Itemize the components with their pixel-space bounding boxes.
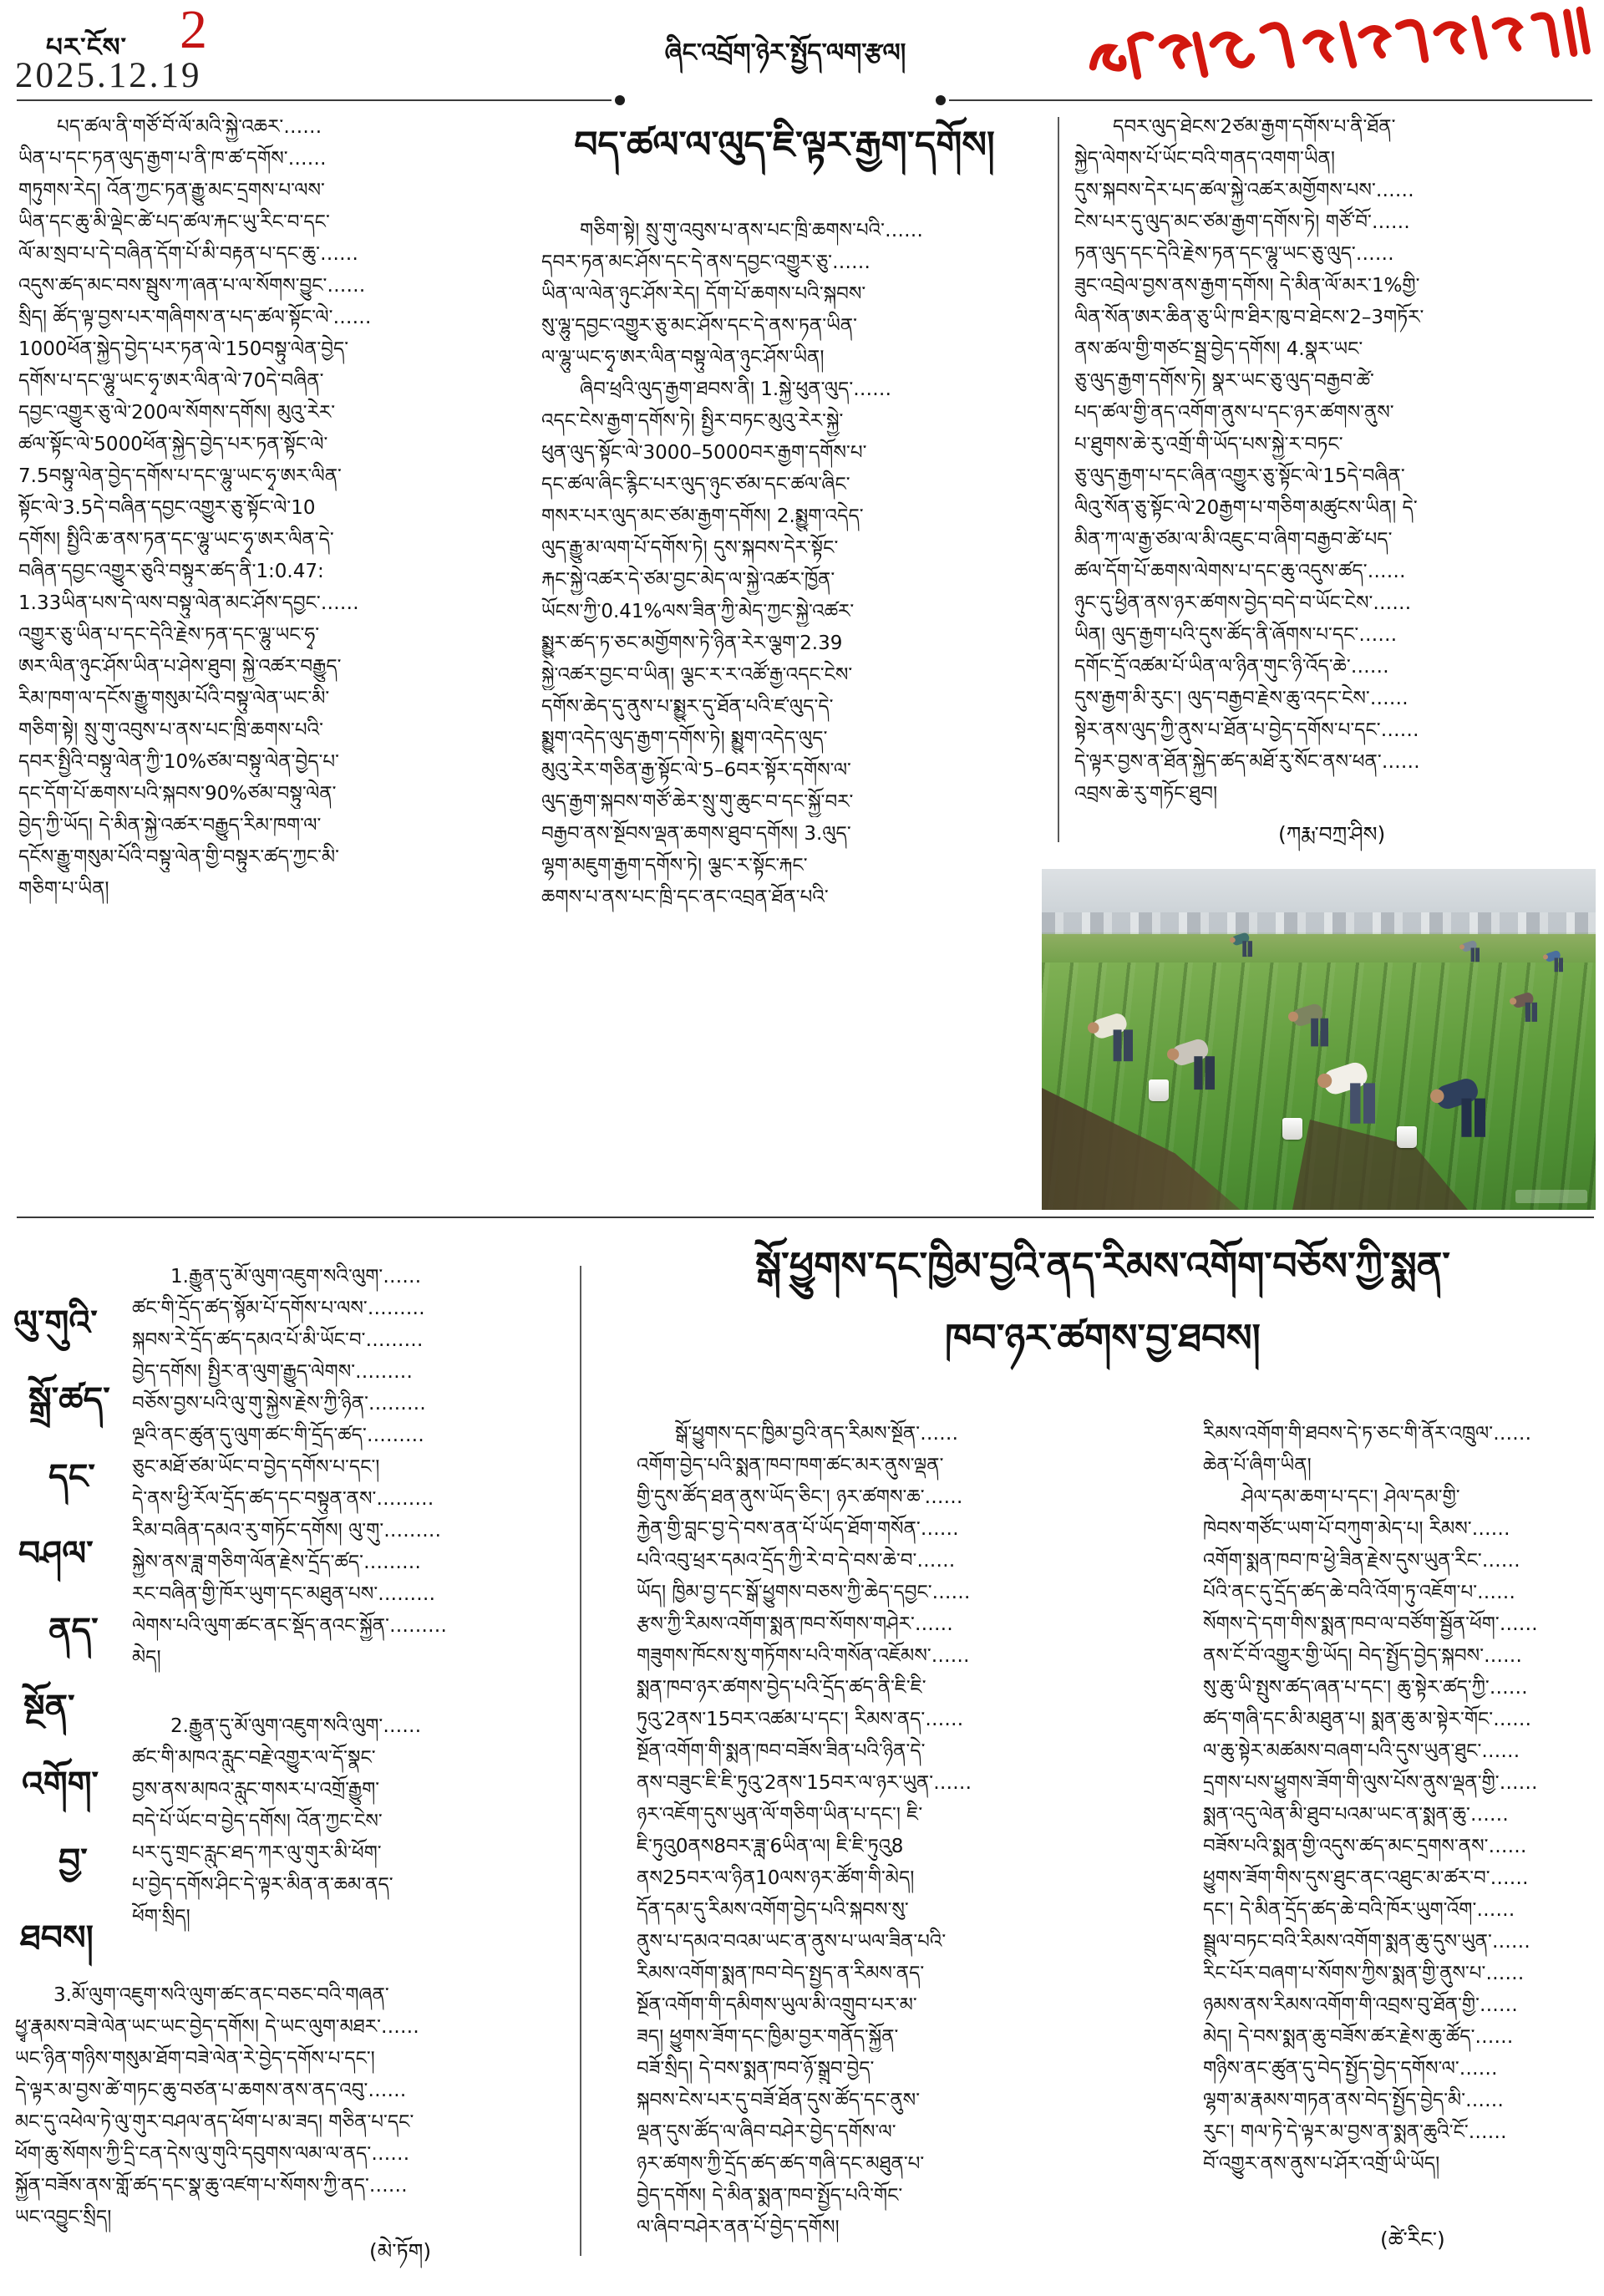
text-line: ཅུ་ལུད་རྒྱག་པ་དང་ཞིན་འགྱུར་ཅུ་སྟོང་ལེ་15དེ་བཞིན་ [1074,465,1405,487]
text-line: ཡང་ཉིན་གཉིས་གསུམ་ཐོག་བཟེ་ལེན་རེ་བྱེད་དགོས་པ་དང་། [15,2048,375,2070]
text-line: དང་ [48,1456,96,1496]
text-line: ཚང་གི་དྲོད་ཚད་སྙོམ་པོ་དགོས་པ་ལས་……… [132,1298,425,1319]
text-line: པད་ཚལ་གྱི་ནད་འགོག་ནུས་པ་དང་ཉར་ཚགས་ནུས་ [1074,402,1394,424]
bottom-right-signature: (ཚེ་རིང་) [1380,2227,1445,2252]
text-line: སུ་ཆུ་ཡི་སྤུས་ཚད་ཞན་པ་དང་། ཆུ་སྟེར་ཚད་ཀྱི་…… [1203,1677,1528,1699]
text-line: ཡོངས་ཀྱི་0.41%ལས་ཟིན་ཀྱི་མེད་ཀྱང་སྐྱེ་འཚར་ [541,601,855,622]
text-line: དོན་དམ་དུ་རིམས་འགོག་བྱེད་པའི་སྐབས་སུ་ [637,1899,909,1921]
text-line: ནས་བཟུང་ཇི་ཇི་ཏུའུ་2ནས་15བར་ལ་ཉར་ཡུན་…… [637,1772,972,1794]
field-photo [1042,869,1596,1210]
text-line: སྐབས་ངེས་པར་དུ་བཟོ་ཐོན་དུས་ཚོད་དང་ནུས་ [637,2090,921,2111]
text-line: བྱ་ [58,1841,88,1881]
text-line: ཤེལ་དམ་ཆག་པ་དང་། ཤེལ་དམ་གྱི་ [1203,1486,1460,1508]
text-line: སྟོང་ལེ་3.5དེ་བཞིན་དབྱང་འགྱུར་ཅུ་སྟོང་ལེ་10 [18,497,316,519]
text-line: དུས་སྐབས་དེར་པད་ཚལ་སྐྱེ་འཚར་མགྱོགས་པས་…… [1074,180,1414,201]
text-line: ཆེན་པོ་ཞིག་ཡིན། [1203,1455,1312,1476]
photo-bucket [1282,1118,1302,1140]
text-line: བཅོས་བྱས་པའི་ལུ་གུ་སྐྱེས་རྗེས་ཀྱི་ཉིན་……… [132,1393,426,1415]
text-line: ལ་ལྷུ་ཡང་ཧྭ་ཨར་ལིན་བསྟུ་ལེན་ཉུང་ཤོས་ཡིན། [541,347,825,368]
text-line: ཉུང་དུ་ཕྱིན་ནས་ཉར་ཚགས་བྱེད་བདེ་བ་ཡོང་ངེས་…… [1074,592,1412,614]
text-line: སྐྱེས་ནས་ཟླ་གཅིག་ལོན་རྗེས་དྲོད་ཚད་……… [132,1552,421,1573]
photo-bucket [1397,1126,1417,1148]
text-line: རྩས་ཀྱི་རིམས་འགོག་སྨན་ཁབ་སོགས་གཤེར་…… [637,1613,953,1635]
text-line: 1000ཕོན་སྐྱེད་བྱེད་པར་ཏན་ལེ་150བསྟུ་ལེན་བྱེད་ [18,338,349,360]
text-line: འགོག་བྱེད་པའི་སྨན་ཁབ་ཁག་ཚང་མར་ནུས་ལྡན་ [637,1455,944,1476]
text-line: སྦྲུལ་བཏང་བའི་རིམས་འགོག་སྨན་ཆུ་དུས་ཡུན་…… [1203,1931,1530,1953]
bottom-right-title-line1: སྒོ་ཕྱུགས་དང་ཁྱིམ་བྱའི་ནད་རིམས་འགོག་བཅོས་ཀྱི་སྨན་ [755,1243,1450,1288]
photo-watermark [1515,1190,1587,1203]
text-line: ལིན་སོན་ཨར་ཆིན་ཅུ་ཡི་ཁ་ཐིར་ཁུ་བ་ཐེངས་2–3གཏོར་ [1074,307,1424,328]
text-line: འགོག་ [22,1764,99,1804]
photo-worker [1088,1003,1133,1063]
text-line: ཁེབས་གཙོང་ཡག་པོ་བཀུག་མེད་པ། རིམས་…… [1203,1518,1510,1540]
bottom-left-paragraph-1 [132,1260,568,1673]
text-line: མང་དུ་འཕེལ་ཏེ་ལུ་གུར་བཤལ་ནད་ཕོག་པ་མ་ཟད། གཅིན་པ་དང་ [15,2111,414,2133]
text-line: 1.རྒྱུན་དུ་མོ་ལུག་འཇུག་སའི་ལུག་…… [132,1266,422,1288]
text-line: བཤལ་ [18,1533,94,1573]
text-line: ཚང་གི་མཁའ་རླུང་བརྗེ་འགྱུར་ལ་དོ་སྣང་ [132,1747,376,1769]
text-line: ཟུང་འབྲེལ་བྱས་ནས་རྒྱག་དགོས། དེ་མིན་ལོ་མར་1%གྱི་ [1074,275,1420,297]
text-line: ཚལ་སྟོང་ལེ་5000ཕོན་སྐྱེད་བྱེད་པར་ཏན་སྟོང་ལེ་ [18,434,328,455]
text-line: ཕྱྭ་རྣམས་བཟེ་ལེན་ཡང་ཡང་བྱེད་དགོས། དེ་ཡང་ལུག་མཐར་…… [15,2016,419,2038]
text-line: སྨྱུར་ཚད་ཏ་ཅང་མགྱོགས་ཏེ་ཉིན་རེར་ལྕག་2.39 [541,632,843,654]
text-line: རྐང་སྐྱེ་འཚར་དེ་ཙམ་བྱང་མེད་ལ་སྐྱེ་འཚར་ཁྱོན་ [541,569,835,591]
text-line: ཆགས་པ་ནས་པང་ཁྲི་དང་ནང་འབྲན་ཐོན་པའི་ [541,886,829,908]
text-line: བྱེད་དགོས། དེ་མིན་སྨན་ཁབ་སྤྱོད་པའི་གོང་ [637,2185,903,2207]
text-line: ལ་ཞིབ་བཤེར་ནན་པོ་བྱེད་དགོས། [637,2217,840,2238]
text-line: ཕྱུགས་ཟོག་གིས་དུས་ཐུང་ནང་འཐུང་མ་ཚར་བ་…… [1203,1867,1529,1889]
bottom-right-column-2 [1203,1417,1596,2179]
text-line: 1.33ཡིན་པས་དེ་ལས་བསྟུ་ལེན་མང་ཤོས་དབྱང་…… [18,592,359,614]
bottom-left-paragraph-3-wide [15,1979,573,2233]
text-line: བདེ་པོ་ཡོང་བ་བྱེད་དགོས། འོན་ཀྱང་ངེས་ [132,1811,383,1832]
text-line: སྐྱེད་ལེགས་པོ་ཡོང་བའི་གནད་འགག་ཡིན། [1074,148,1335,170]
photo-worker [1543,946,1563,973]
text-line: ཇི་ཏུའུ0ནས8བར་ཟླ་6ཡིན་ལ། ཇི་ཇི་ཏུའུ8 [637,1836,904,1857]
header-rule-right [949,99,1592,101]
text-line: བཟོ་སྲིད། དེ་བས་སྨན་ཁབ་ཉོ་སྒྲུབ་བྱེད་ [637,2058,875,2080]
text-line: ཞིབ་ཕྲའི་ལུད་རྒྱག་ཐབས་ནི། 1.སྐྱེ་ཕུན་ལུད་…… [541,378,892,400]
column-rule-top [1058,117,1059,842]
text-line: དེ་ལྟར་བྱས་ན་ཐོན་སྐྱེད་ཚད་མཐོ་རུ་སོང་ནས་ཕན་…… [1074,751,1420,773]
text-line: རུང་། གལ་ཏེ་དེ་ལྟར་མ་བྱས་ན་སྨན་ཆུའི་ངོ་…… [1203,2121,1507,2143]
section-divider [17,1217,1594,1218]
bottom-left-vertical-title [10,1293,127,1985]
header-rule-left [17,99,612,101]
text-line: ཅུ་ལུད་རྒྱག་དགོས་ཏེ། སྣར་ཡང་ཅུ་ལུད་བརྒྱབ་ཚེ་ [1074,370,1374,392]
text-line: པ་བྱེད་དགོས་ཤིང་དེ་ལྟར་མིན་ན་ཆམ་ནད་ [132,1874,393,1896]
text-line: དང་དོག་པོ་ཆགས་པའི་སྐབས་90%ཙམ་བསྟུ་ལེན་ [18,783,337,805]
text-line: གཉིས་ནང་ཚུན་དུ་བེད་སྤྱོད་བྱེད་དགོས་ལ་…… [1203,2058,1498,2080]
text-line: མེད། [132,1647,161,1669]
bottom-right-title-line2: ཁབ་ཉར་ཚགས་བྱ་ཐབས། [945,1315,1261,1360]
text-line: རིང་པོར་བཞག་པ་སོགས་ཀྱིས་སྨན་གྱི་ནུས་པ་…… [1203,1963,1525,1984]
text-line: གཏུགས་རེད། འོན་ཀྱང་ཏན་རྒྱུ་མང་དྲགས་པ་ལས་ [18,180,325,201]
text-line: ལེགས་པའི་ལུག་ཚང་ནང་སྡོད་ནའང་སྐྱོན་……… [132,1615,447,1637]
text-line: སྐབས་རེ་དྲོད་ཚད་དམའ་པོ་མི་ཡོང་བ་……… [132,1329,424,1351]
page-number: 2 [180,0,207,60]
text-line: རིམ་ཁག་ལ་དངོས་རྒྱུ་གསུམ་པོའི་བསྟུ་ལེན་ཡང་མི་ [18,688,330,709]
text-line: 7.5བསྟུ་ལེན་བྱེད་དགོས་པ་དང་ལྷུ་ཡང་ཧྭ་ཨར་ལིན་ [18,465,342,487]
text-line: འབྲས་ཆེ་རུ་གཏོང་ཐུབ། [1074,783,1218,805]
page-date: 2025.12.19 [15,56,202,95]
text-line: གྱི་དུས་ཚོད་ཐན་ནུས་ཡོད་ཅིང་། ཉར་ཚགས་ཆ་…… [637,1486,963,1508]
bottom-right-column-1 [637,1417,1131,2243]
text-line: ལུ་གུའི་ [13,1303,98,1343]
top-article-column-1 [18,110,511,904]
text-line: བོ་འགྱུར་ནས་ནུས་པ་ཤོར་འགྲོ་ཡི་ཡོད། [1203,2153,1440,2175]
text-line: རིམས་འགོག་གི་ཐབས་དེ་ཏ་ཅང་གི་ནོར་འཁྲུལ་…… [1203,1423,1532,1445]
text-line: འདང་ངེས་རྒྱག་དགོས་ཏེ། སྤྱིར་བཏང་མུའུ་རེར་སྐྱེ་ [541,410,844,432]
text-line: ལུད་རྒྱག་སྐབས་གཙོ་ཆེར་སྲུ་གུ་ཆུང་བ་དང་སྐྱོ་བར་ [541,791,854,813]
text-line: ཡང་འབྱུང་སྲིད། [15,2207,112,2228]
text-line: བཞིན་དབྱང་འགྱུར་ཅུའི་བསྟུར་ཚད་ནི་1:0.47: [18,561,324,582]
photo-worker [1459,936,1480,963]
photo-bucket [1149,1079,1169,1101]
bottom-left-paragraph-2 [132,1709,568,1932]
text-line: མུའུ་རེར་གཅིན་རྒྱ་སྟོང་ལེ་5–6བར་སྟོར་དགོས་ལ་ [541,759,851,781]
photo-far-field [1042,934,1596,963]
text-line: རྐྱེན་གྱི་བླང་བྱ་དེ་བས་ནན་པོ་ཡོད་ཐོག་གསོན་…… [637,1518,959,1540]
text-line: སྔོན་འགོག་གི་སྨན་ཁབ་བཟོས་ཟིན་པའི་ཉིན་དེ་ [637,1740,926,1762]
text-line: ལ་ཆུ་སྟེར་མཚམས་བཞག་པའི་དུས་ཡུན་ཐུང་…… [1203,1740,1520,1762]
text-line: ཏུའུ་2ནས་15བར་འཚམ་པ་དང་། རིམས་ནད་…… [637,1709,964,1730]
text-line: ལུད་རྒྱུ་མ་ལག་པོ་དགོས་ཏེ། དུས་སྐབས་དེར་སྟོང་ [541,537,839,559]
text-line: ནུས་པ་དམའ་བའམ་ཡང་ན་ནུས་པ་ཡལ་ཟིན་པའི་ [637,1931,947,1953]
bottom-left-signature: (མེ་ཏོག) [369,2239,432,2263]
top-article-column-2 [541,214,1029,912]
page-label-text: པར་ངོས་ [46,33,128,63]
text-line: ལོ་མ་སྲབ་པ་དེ་བཞིན་དོག་པོ་མི་བརྟན་པ་དང་ཆུ་…… [18,243,358,265]
text-line: དགོང་དྲོ་འཚམ་པོ་ཡིན་ལ་ཉིན་གུང་ཉི་འོད་ཆེ་…… [1074,656,1389,678]
text-line: ཡོད། ཁྱིམ་བྱ་དང་སྒོ་ཕྱུགས་བཅས་ཀྱི་ཆེད་དབྱང་…… [637,1582,971,1603]
text-line: པོའི་ནང་དུ་དྲོད་ཚད་ཆེ་བའི་འོག་ཏུ་འཇོག་པ་…… [1203,1582,1516,1603]
text-line: བཟོས་པའི་སྨན་གྱི་འདུས་ཚད་མང་དྲགས་ནས་…… [1203,1836,1527,1857]
text-line: ཐབས། [20,1918,94,1958]
text-line: སྔོན་ [23,1687,75,1727]
text-line: རིམ་བཞིན་དམའ་རུ་གཏོང་དགོས། ལུ་གུ་……… [132,1520,442,1542]
edition-title: ཞིང་འབྲོག་ཉེར་སྤྱོད་ལག་རྩལ། [664,38,906,68]
text-line: ཅུང་མཐོ་ཙམ་ཡོང་བ་བྱེད་དགོས་པ་དང་། [132,1456,380,1478]
top-article-title: བད་ཚལ་ལ་ལུད་ཇི་ལྟར་རྒྱག་དགོས། [574,124,995,166]
text-line: ཉམས་ནས་རིམས་འགོག་གི་འབྲས་བུ་ཐོན་གྱི་…… [1203,1994,1518,2016]
text-line: པའི་འབུ་ཕྲར་དམའ་དྲོད་ཀྱི་རེ་བ་དེ་བས་ཆེ་བ་…… [637,1550,956,1572]
photo-worker [1230,927,1252,958]
text-line: དང་། དེ་མིན་དྲོད་ཚད་ཆེ་བའི་ཁོར་ཡུག་འོག་…… [1203,1899,1515,1921]
text-line: གསར་པར་ལུད་མང་ཙམ་རྒྱག་དགོས། 2.སྨྱུག་འདེད་ [541,505,864,527]
photo-worker [1288,994,1328,1048]
text-line: 2.རྒྱུན་དུ་མོ་ལུག་འཇུག་སའི་ལུག་…… [132,1715,422,1737]
text-line: ལྔའི་ནང་ཚུན་དུ་ལུག་ཚང་གི་དྲོད་ཚད་……… [132,1425,424,1446]
text-line: མེད། དེ་བས་སྨན་ཆུ་བཟོས་ཚར་རྗེས་ཆུ་ཚོད་…… [1203,2026,1514,2048]
photo-worker [1430,1065,1485,1139]
text-line: དབར་སྤྱིའི་བསྟུ་ལེན་ཀྱི་10%ཙམ་བསྟུ་ལེན་བྱེད་པ་ [18,751,339,773]
text-line: ཚལ་དོག་པོ་ཆགས་ལེགས་པ་དང་ཆུ་འདུས་ཚད་…… [1074,561,1406,582]
text-line: སྨན་འདུ་ལེན་མི་ཐུབ་པའམ་ཡང་ན་སྨན་ཆུ་…… [1203,1804,1509,1826]
text-line: སྐྱེ་འཚར་བྱང་བ་ཡིན། ལྕང་ར་ར་འཚོ་རྒྱ་འདང་ངེས་ [541,664,853,686]
text-line: ལིའུ་སོན་ཅུ་སྟོང་ལེ་20རྒྱག་པ་གཅིག་མཚུངས་ཡིན། དེ་ [1074,497,1418,519]
text-line: ཕུན་ལུད་སྟོང་ལེ་3000–5000བར་རྒྱག་དགོས་པ་ [541,442,867,464]
text-line: པར་དུ་གྲང་རླུང་ཐད་ཀར་ལུ་གུར་མི་ཕོག་ [132,1842,382,1864]
text-line: ངེས་པར་དུ་ལུད་མང་ཙམ་རྒྱག་དགོས་ཏེ། གཙོ་བོ་…… [1074,211,1410,233]
masthead-calligraphy-icon [1074,5,1598,84]
text-line: དགོས་པ་དང་ལྷུ་ཡང་ཧྭ་ཨར་ལིན་ལེ་70དེ་བཞིན་ [18,370,324,392]
text-line: ཕོག་སྲིད། [132,1906,190,1928]
top-article-signature: (ཀརྨ་བཀྲ་ཤིས) [1278,822,1386,846]
text-line: ཡིན་ལ་ལེན་ཉུང་ཤོས་རེད། དོག་པོ་ཆགས་པའི་སྐབས་ [541,283,866,305]
text-line: དབྱང་འགྱུར་ཅུ་ལེ་200ལ་སོགས་དགོས། མུའུ་རེར་ [18,402,336,424]
text-line: དགོས། སྤྱིའི་ཆ་ནས་ཏན་དང་ལྷུ་ཡང་ཧྭ་ཨར་ལིན་དེ་ [18,529,334,551]
text-line: སྒོ་ཕྱུགས་དང་ཁྱིམ་བྱའི་ནད་རིམས་སྔོན་…… [637,1423,959,1445]
text-line: འགྱུར་ཅུ་ཡིན་པ་དང་དེའི་རྗེས་ཏན་དང་ལྷུ་ཡང་ཧྭ་ [18,624,320,646]
text-line: སྨྱུག་འདེད་ལུད་རྒྱག་དགོས་ཏེ། སྨྱུག་འདེད་ལུད་ [541,728,828,749]
text-line: ཉར་ཚགས་ཀྱི་དྲོད་ཚད་ཚད་གཞི་དང་མཐུན་པ་ [637,2153,925,2175]
text-line: གཟུགས་ཁོངས་སུ་གཏོགས་པའི་གསོན་འཇོམས་…… [637,1645,970,1667]
text-line: རིམས་འགོག་སྨན་ཁབ་བེད་སྤྱད་ན་རིམས་ནད་ [637,1963,925,1984]
text-line: དབར་ཏན་མང་ཤོས་དང་དེ་ནས་དབྱང་འགྱུར་ཅུ་…… [541,251,871,273]
text-line: སྨན་ཁབ་ཉར་ཚགས་བྱེད་པའི་དྲོད་ཚད་ནི་ཇི་ཇི་ [637,1677,926,1699]
text-line: རང་བཞིན་གྱི་ཁོར་ཡུག་དང་མཐུན་པས་……… [132,1583,436,1605]
text-line: དེ་ནས་ཕྱི་རོལ་དྲོད་ཚད་དང་བསྟུན་ནས་……… [132,1488,434,1510]
text-line: ལྡན་དུས་ཚོད་ལ་ཞིབ་བཤེར་བྱེད་དགོས་ལ་ [637,2121,896,2143]
text-line: ཏན་ལུད་དང་དེའི་རྗེས་ཏན་དང་ལྷུ་ཡང་ཅུ་ལུད་…… [1074,243,1394,265]
text-line: སྐྱོན་བཟོས་ནས་གློ་ཚད་དང་སྣ་ཆུ་འཛག་པ་སོགས་ཀྱི་ནད་…… [15,2175,408,2197]
text-line: ཡིན། ལུད་རྒྱག་པའི་དུས་ཚོད་ནི་ཞོགས་པ་དང་…… [1074,624,1398,646]
text-line: པད་ཚལ་ནི་གཙོ་བོ་ལོ་མའི་སྐྱེ་འཆར་…… [18,116,322,138]
text-line: གཅིག་པ་ཡིན། [18,878,109,900]
rule-dot-right [936,95,946,105]
text-line: བརྒྱབ་ནས་སྔོབས་ལྡན་ཆགས་ཐུབ་དགོས། 3.ལུད་ [541,823,851,845]
text-line: ནད་ [48,1610,99,1650]
text-line: སྟེར་ནས་ལུད་ཀྱི་ནུས་པ་ཐོན་པ་བྱེད་དགོས་པ་དང་…… [1074,719,1419,741]
text-line: བྱེད་ཀྱི་ཡོད། དེ་མིན་སྐྱེ་འཚར་བརྒྱུད་རིམ་ཁག་ལ་ [18,815,322,836]
text-line: དགོས་ཆེད་དུ་ནུས་པ་སྨྱུར་དུ་ཐོན་པའི་ཛ་ལུད་དེ་ [541,696,834,718]
text-line: འདུས་ཚད་མང་བས་སྦུས་ཀ་ཞན་པ་ལ་སོགས་བྱུང་…… [18,275,366,297]
text-line: ནས་ངོ་བོ་འགྱུར་གྱི་ཡོད། བེད་སྤྱོད་བྱེད་སྐབས་…… [1203,1645,1523,1667]
text-line: སོགས་དེ་དག་གིས་སྨན་ཁབ་ལ་བཙོག་སྦྱོན་ཕོག་…… [1203,1613,1538,1635]
top-article-column-3 [1074,110,1594,809]
photo-worker [1317,1049,1375,1125]
photo-village-skyline [1042,912,1596,934]
text-line: ཉར་འཇོག་དུས་ཡུན་ལོ་གཅིག་ཡིན་པ་དང་། ཇི་ [637,1804,923,1826]
text-line: དང་ཚལ་ཞིང་རྙིང་པར་ལུད་ཉུང་ཙམ་དང་ཚལ་ཞིང་ [541,474,850,495]
text-line: པ་ཐུགས་ཆེ་རུ་འགྲོ་གི་ཡོད་པས་སྐྱེ་ར་བཏང་ [1074,434,1343,455]
text-line: བྱེད་དགོས། སྤྱིར་ན་ལུག་རྒྱུད་ལེགས་……… [132,1361,414,1383]
text-line: སུ་ལྷུ་དབྱང་འགྱུར་ཅུ་མང་ཤོས་དང་དེ་ནས་ཏན་ཡིན་ [541,315,857,337]
text-line: དབར་ལུད་ཐེངས་2ཙམ་རྒྱག་དགོས་པ་ནི་ཐོན་ [1074,116,1396,138]
text-line: ཕོག་ཆུ་སོགས་ཀྱི་དྲི་ངན་དེས་ལུ་གུའི་དབུགས་ལམ་ལ་ནད་…… [15,2143,410,2165]
text-line: སྲིད། ཚོད་ལྟ་བྱས་པར་གཞིགས་ན་པད་ཚལ་སྟོང་ལེ་…… [18,307,372,328]
text-line: བྱས་ནས་མཁའ་རླུང་གསར་པ་འགྲོ་རྒྱུག་ [132,1779,380,1801]
text-line: མིན་ཀ་ལ་རྒྱ་ཙམ་ལ་མི་འཇུང་བ་ཞིག་བརྒྱབ་ཚེ་པད་ [1074,529,1393,551]
rule-dot-left [615,95,625,105]
text-line: གཅིག་སྟེ། སྲུ་གུ་འབུས་པ་ནས་པང་ཁྲི་ཆགས་པའི་…… [541,220,923,241]
text-line: ལྷག་མ་རྣམས་གཏན་ནས་བེད་སྤྱོད་བྱེད་མི་…… [1203,2090,1505,2111]
text-line: དྲགས་པས་ཕྱུགས་ཟོག་གི་ལུས་པོས་ནུས་ལྡན་གྱི་…… [1203,1772,1538,1794]
text-line: ཡིན་པ་དང་ཏན་ལུད་རྒྱག་པ་ནི་ཁ་ཚ་དགོས་…… [18,148,327,170]
text-line: ཨར་ལིན་ཉུང་ཤོས་ཡིན་པ་ཤེས་ཐུབ། སྐྱེ་འཚར་བརྒྱུད་ [18,656,342,678]
text-line: སྒྲོ་ཚད་ [28,1379,110,1420]
text-line: ལྷག་མཇུག་རྒྱག་དགོས་ཏེ། ལྕང་ར་སྟོང་རྐང་ [541,855,808,876]
text-line: དུས་རྒྱག་མི་རུང་། ལུད་བརྒྱབ་རྗེས་ཆུ་འདང་ངེས་…… [1074,688,1409,709]
text-line: དངོས་རྒྱུ་གསུམ་པོའི་བསྟུ་ལེན་གྱི་བསྟུར་ཚད་ཀྱང་མི་ [18,846,339,868]
text-line: དེ་ལྟར་མ་བྱས་ཚེ་གཏང་ཆུ་བཙན་པ་ཆགས་ནས་ནད་འབུ་…… [15,2080,407,2101]
photo-worker [1510,986,1537,1023]
text-line: ཡིན་དང་ཆུ་མི་ལྡེང་ཚེ་པད་ཚལ་རྐང་ཡུ་རིང་བ་དང་ [18,211,330,233]
column-rule-bottom [580,1266,581,2256]
text-line: ནས25བར་ལ་ཉིན10ལས་ཉར་ཚོག་གི་མེད། [637,1867,915,1889]
text-line: ཟད། ཕྱུགས་ཟོག་དང་ཁྱིམ་བྱར་གནོད་སྐྱོན་ [637,2026,899,2048]
text-line: ནས་ཚལ་གྱི་གཙང་སྦྲ་བྱེད་དགོས། 4.སྣར་ཡང་ [1074,338,1363,360]
photo-worker [1167,1028,1215,1091]
text-line: 3.མོ་ལུག་འཇུག་སའི་ལུག་ཚང་ནང་བཅང་བའི་གཞན་ [15,1984,389,2006]
text-line: ཚད་གཞི་དང་མི་མཐུན་པ། སྨན་ཆུ་མ་སྟེར་གོང་…… [1203,1709,1532,1730]
text-line: གཅིག་སྟེ། སྲུ་གུ་འབུས་པ་ནས་པང་ཁྲི་ཆགས་པའི་ [18,719,323,741]
text-line: འགོག་སྨན་ཁབ་ཁ་ཕྱེ་ཟིན་རྗེས་དུས་ཡུན་རིང་…… [1203,1550,1520,1572]
text-line: སྔོན་འགོག་གི་དམིགས་ཡུལ་མི་འགྲུབ་པར་མ་ [637,1994,917,2016]
